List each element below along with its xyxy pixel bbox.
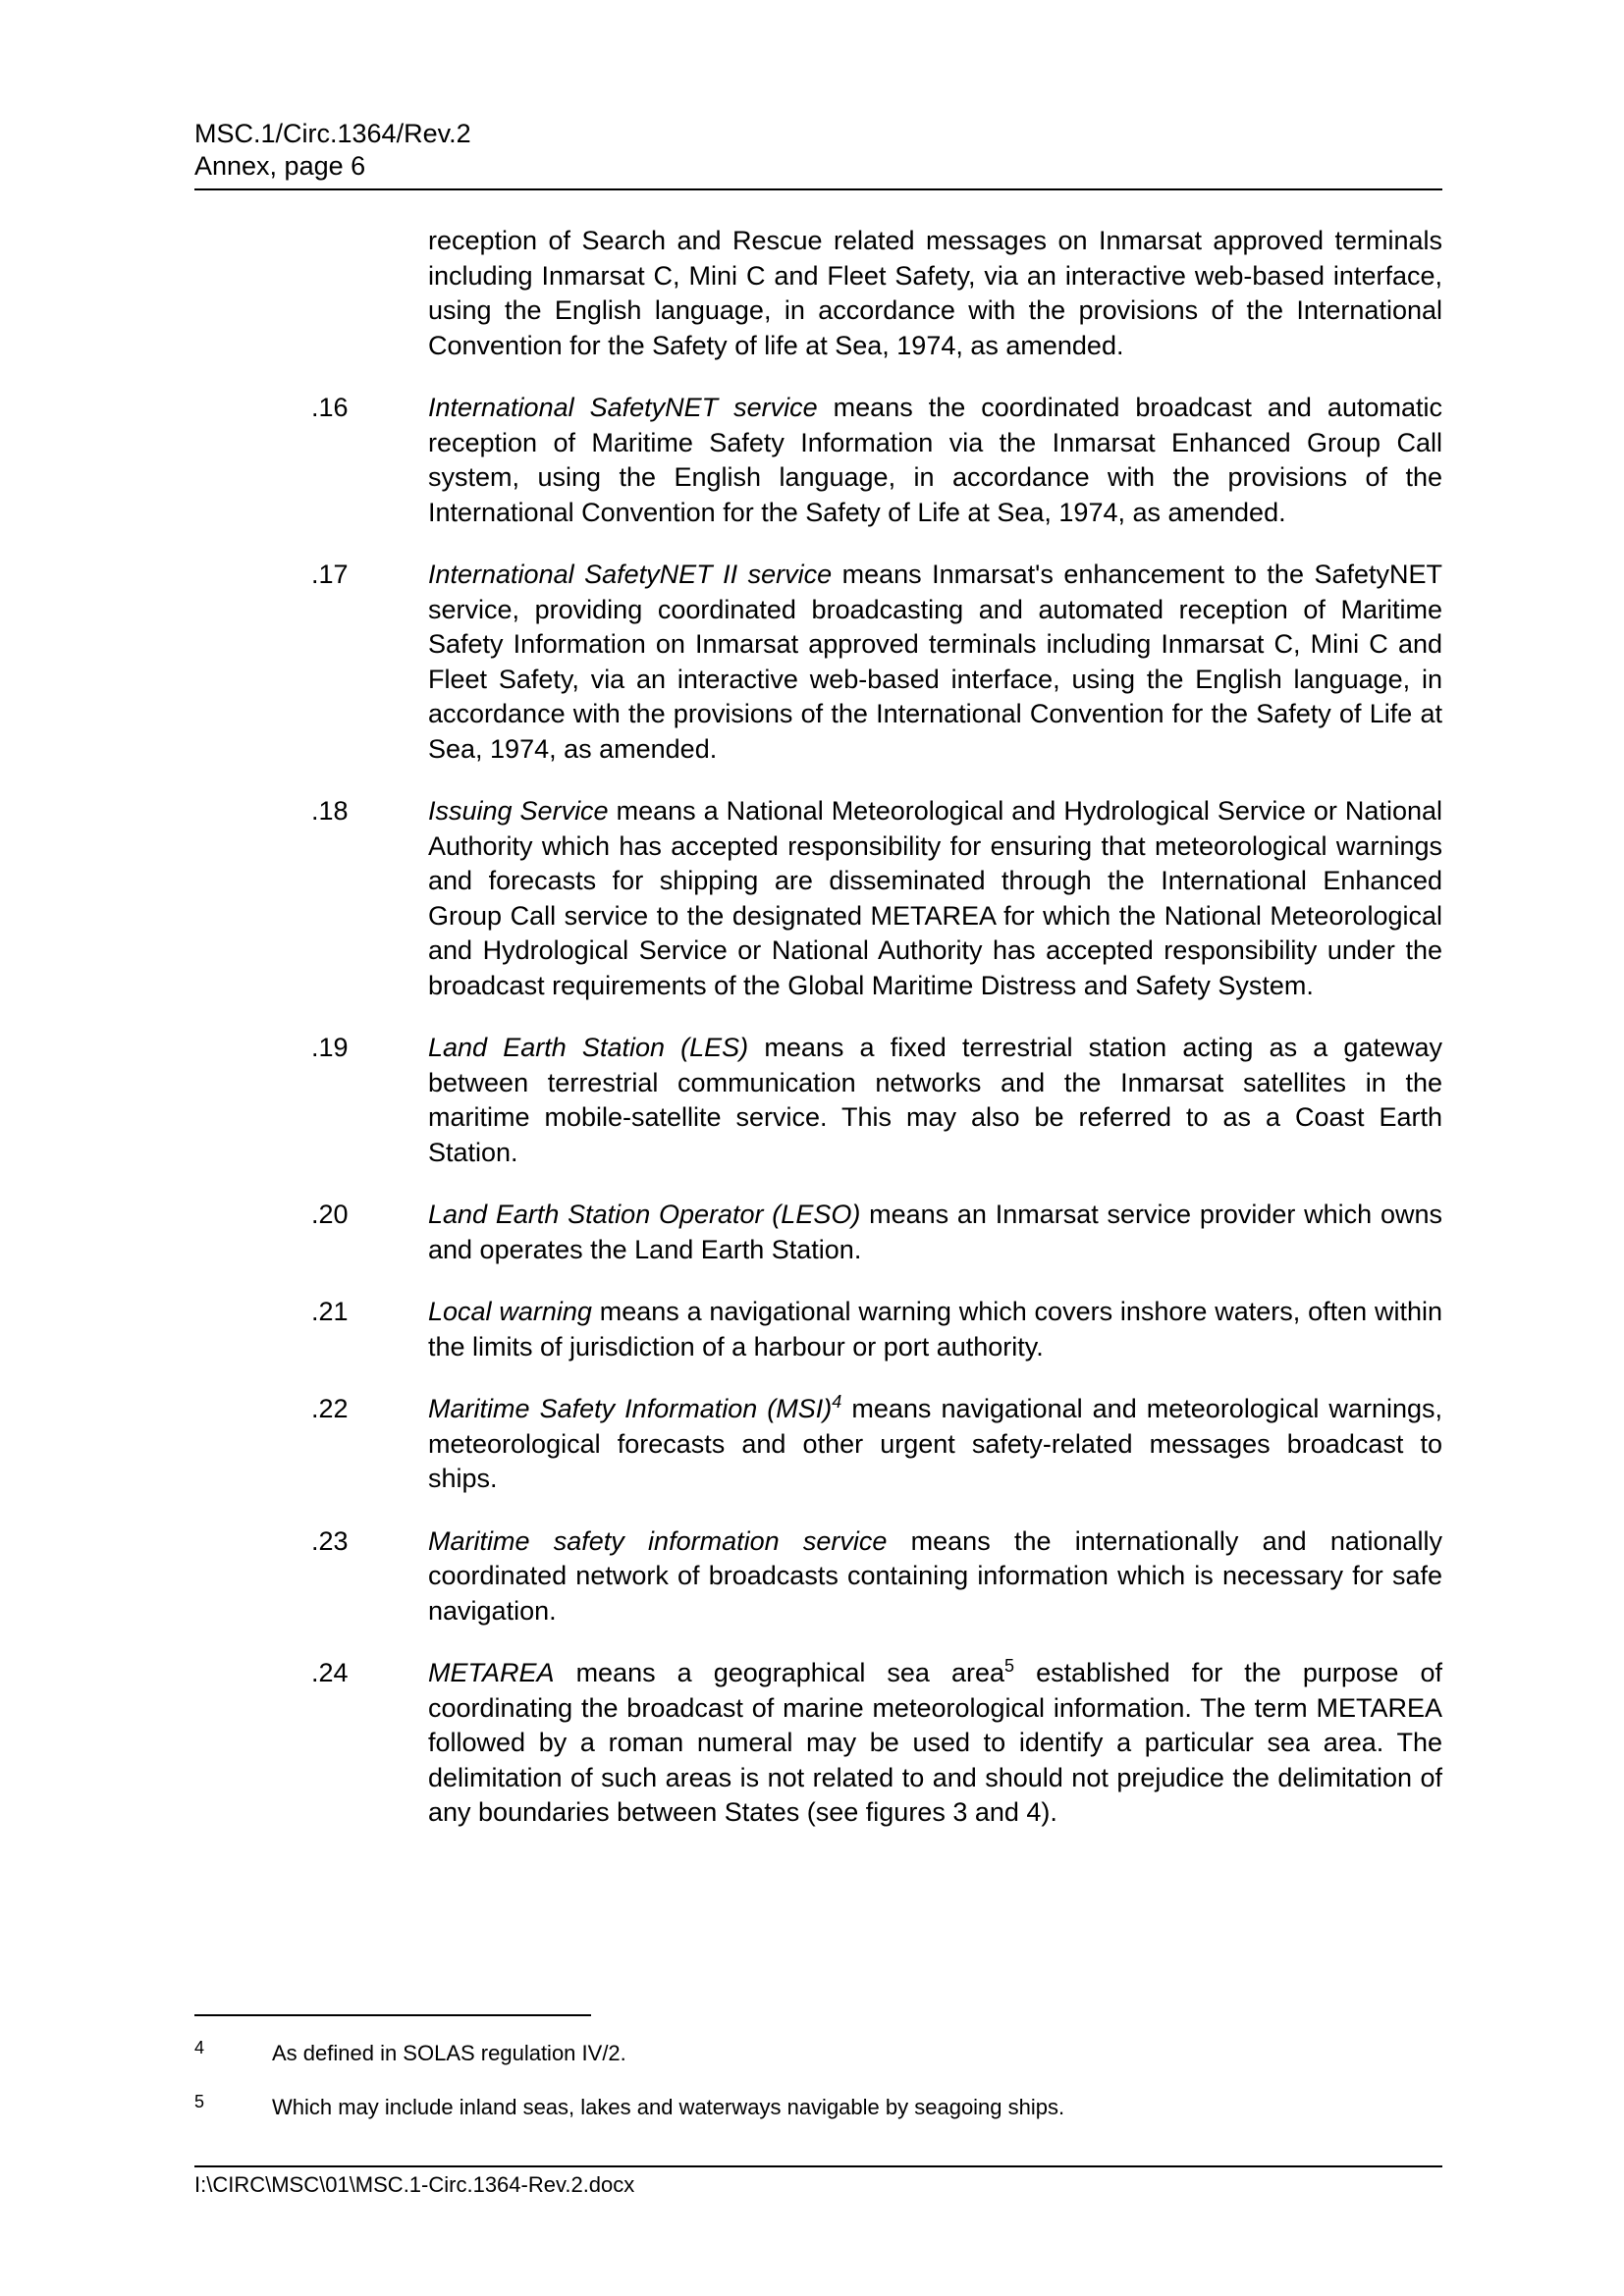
item-text bbox=[428, 794, 1442, 1003]
item-text bbox=[428, 1031, 1442, 1170]
definition-item bbox=[194, 794, 1442, 1003]
defined-term: International SafetyNET service bbox=[428, 393, 818, 422]
defined-term: Land Earth Station (LES) bbox=[428, 1033, 749, 1062]
definition-text: means a navigational warning which covers inshore waters, often within the limits of jurisdiction of a harbour or port authority. bbox=[428, 1297, 1442, 1362]
item-number: .18 bbox=[311, 796, 349, 826]
item-text bbox=[428, 1392, 1442, 1497]
defined-term: Maritime Safety Information (MSI) bbox=[428, 1394, 833, 1423]
footnote-number: 4 bbox=[194, 2038, 205, 2057]
item-number: .19 bbox=[311, 1033, 349, 1062]
definition-text-lead: means a geographical sea area bbox=[554, 1658, 1005, 1687]
item-number: .22 bbox=[311, 1394, 349, 1423]
item-number: .17 bbox=[311, 560, 349, 589]
header-divider bbox=[194, 188, 1442, 190]
defined-term: Maritime safety information service bbox=[428, 1525, 888, 1556]
footnote-number: 5 bbox=[194, 2092, 205, 2111]
footnote-text: Which may include inland seas, lakes and waterways navigable by seagoing ships. bbox=[272, 2095, 1065, 2119]
item-number: .20 bbox=[311, 1200, 349, 1229]
defined-term: Land Earth Station Operator (LESO) bbox=[428, 1200, 861, 1229]
definition-text: means Inmarsat's enhancement to the SafetyNET service, providing coordinated broadcasting and automated reception of Maritime Safety Information on Inmarsat approved terminals including Inmarsat C, Mini C and Fleet Safety, via an interactive web-based interface, using the English language, in accordance with the provisions of the International Convention for the Safety of Life at Sea, 1974, as amended. bbox=[428, 560, 1442, 764]
definition-item bbox=[194, 1392, 1442, 1497]
defined-term: Issuing Service bbox=[428, 796, 609, 826]
defined-term: International SafetyNET II service bbox=[428, 560, 833, 589]
definition-item bbox=[194, 1656, 1442, 1831]
definition-item bbox=[194, 391, 1442, 530]
definition-text: means a National Meteorological and Hydrological Service or National Authority which has accepted responsibility for ensuring that meteorological warnings and forecasts for shipping are disseminated through the International Enhanced Group Call service to the designated METAREA for which the National Meteorological and Hydrological Service or National Authority has accepted responsibility under the broadcast requirements of the Global Maritime Distress and Safety System. bbox=[428, 796, 1442, 1000]
footnote-text: As defined in SOLAS regulation IV/2. bbox=[272, 2041, 626, 2065]
definition-text: means a fixed terrestrial station acting as a gateway between terrestrial communication networks and the Inmarsat satellites in the maritime mobile-satellite service. This may also be referred to as a Coast Earth Station. bbox=[428, 1033, 1442, 1167]
item-text bbox=[428, 1656, 1442, 1831]
defined-term: Local warning bbox=[428, 1297, 592, 1326]
item-number: .16 bbox=[311, 393, 349, 422]
defined-term: METAREA bbox=[428, 1658, 555, 1687]
footnote-reference: 4 bbox=[832, 1392, 842, 1412]
definition-item bbox=[194, 558, 1442, 767]
item-text bbox=[428, 558, 1442, 767]
definition-item bbox=[194, 1031, 1442, 1170]
file-path-footer: I:\CIRC\MSC\01\MSC.1-Circ.1364-Rev.2.docx bbox=[194, 2172, 635, 2197]
continuation-paragraph: reception of Search and Rescue related messages on Inmarsat approved terminals including Inmarsat C, Mini C and Fleet Safety, via an interactive web-based interface, using the English language, in accordance with the provisions of the International Convention for the Safety of life at Sea, 1974, as amended. bbox=[428, 226, 1442, 360]
footnote bbox=[194, 2040, 1442, 2067]
page-header bbox=[194, 118, 1442, 183]
definition-text: means the internationally and nationally coordinated network of broadcasts containing information which is necessary for safe navigation. bbox=[428, 1525, 1442, 1626]
definition-text: means the coordinated broadcast and automatic reception of Maritime Safety Information via the Inmarsat Enhanced Group Call system, using the English language, in accordance with the provisions of the International Convention for the Safety of Life at Sea, 1974, as amended. bbox=[428, 393, 1442, 527]
item-number: .24 bbox=[311, 1658, 349, 1687]
document-body bbox=[194, 224, 1442, 1831]
item-number: .23 bbox=[311, 1525, 349, 1556]
item-text bbox=[428, 1295, 1442, 1364]
definition-text: means an Inmarsat service provider which owns and operates the Land Earth Station. bbox=[428, 1200, 1442, 1264]
footnote-separator bbox=[194, 2014, 591, 2016]
footnote-reference: 5 bbox=[1004, 1656, 1015, 1676]
footer-divider bbox=[194, 2165, 1442, 2167]
item-number: .21 bbox=[311, 1297, 349, 1326]
footnote bbox=[194, 2094, 1442, 2121]
item-text bbox=[428, 391, 1442, 530]
definition-item bbox=[194, 1198, 1442, 1267]
item-text bbox=[428, 1524, 1442, 1629]
definition-text: established for the purpose of coordinating the broadcast of marine meteorological information. The term METAREA followed by a roman numeral may be used to identify a particular sea area. The delimitation of such areas is not related to and should not prejudice the delimitation of any boundaries between States (see figures 3 and 4). bbox=[428, 1658, 1442, 1827]
definition-item bbox=[194, 1524, 1442, 1629]
definition-item bbox=[194, 1295, 1442, 1364]
document-symbol: MSC.1/Circ.1364/Rev.2 bbox=[194, 119, 471, 148]
item-text bbox=[428, 1198, 1442, 1267]
page-reference: Annex, page 6 bbox=[194, 151, 366, 181]
definition-text: means navigational and meteorological warnings, meteorological forecasts and other urgent safety-related messages broadcast to ships. bbox=[428, 1394, 1442, 1493]
